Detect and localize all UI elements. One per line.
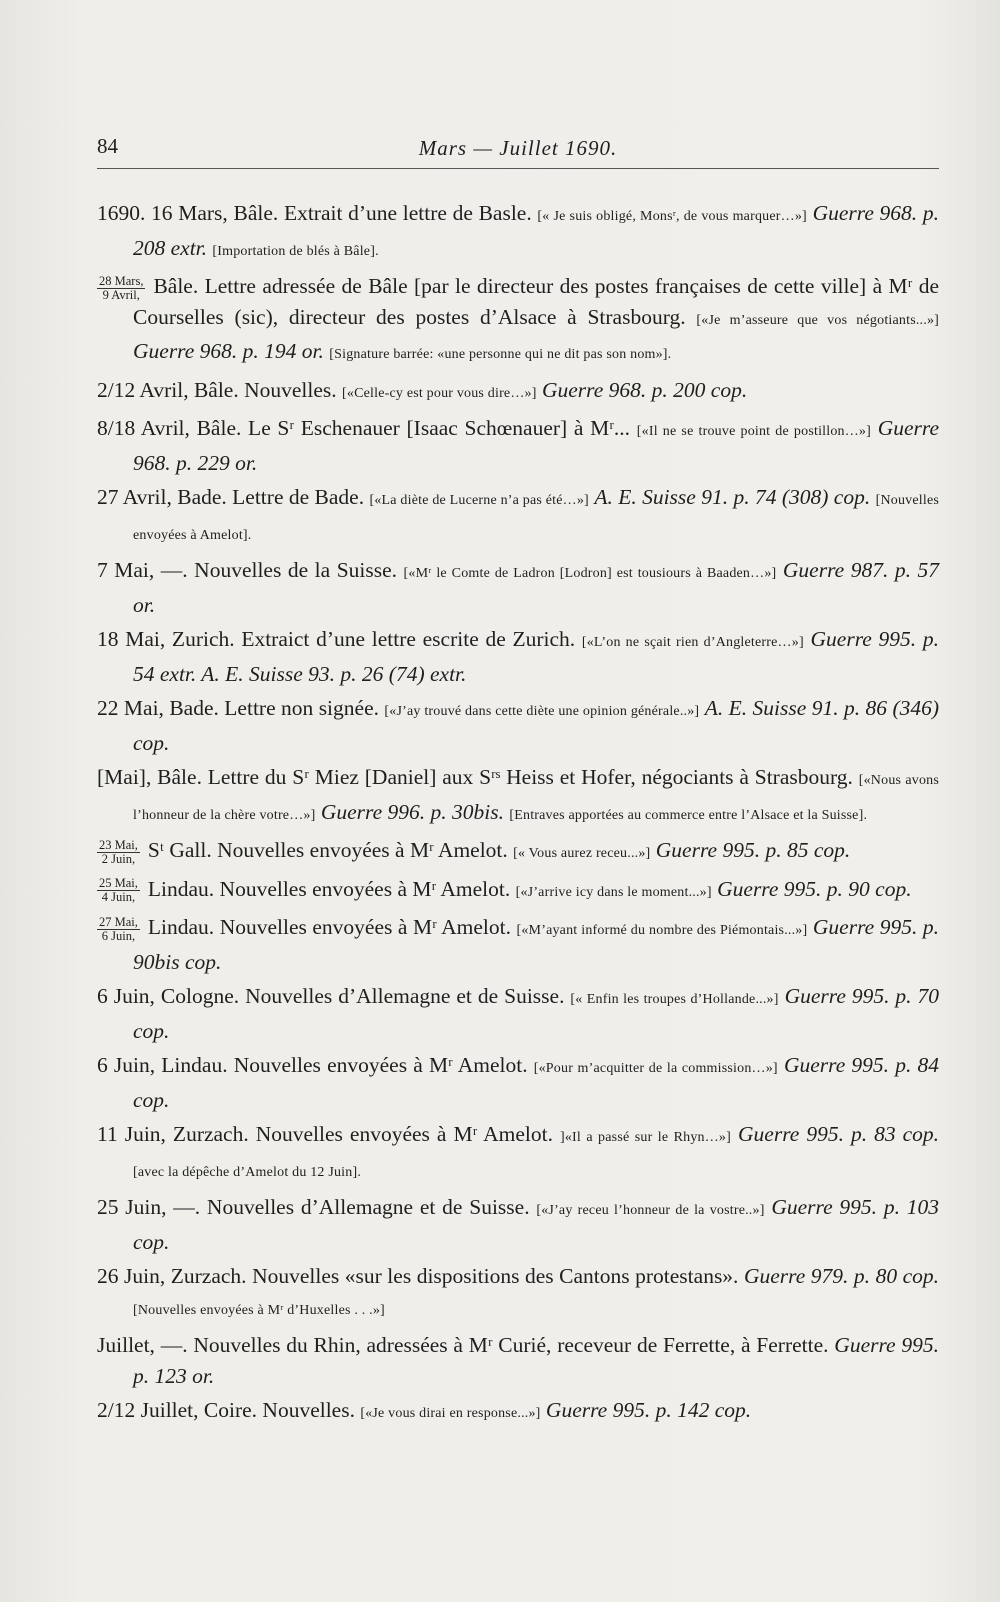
entry	[97, 1330, 939, 1391]
entry-quote: [«M’ayant informé du nombre des Piémontais...»]	[516, 923, 808, 939]
entry-quote: [«J’arrive icy dans le moment...»]	[515, 884, 712, 900]
double-date	[97, 839, 140, 866]
entry-lead: 26 Juin, Zurzach. Nouvelles «sur les dispositions des Cantons protestans».	[97, 1264, 739, 1289]
entry-lead: 1690. 16 Mars, Bâle. Extrait d’une lettre de Basle.	[97, 201, 532, 225]
entry-reference: Guerre 995. p. 90 cop.	[717, 876, 912, 901]
entry-quote: [« Vous aurez receu...»]	[513, 846, 651, 862]
entry-quote: [« Enfin les troupes d’Hollande...»]	[570, 992, 779, 1008]
date-new-style: 2 Juin,	[101, 851, 136, 866]
entry	[97, 555, 939, 620]
entry-reference: Guerre 995. p. 54 extr. A. E. Suisse 93. p. 26 (74) extr.	[133, 627, 940, 686]
entry-reference: Guerre 968. p. 229 or.	[133, 416, 940, 475]
entry-quote: [«La diète de Lucerne n’a pas été…»]	[369, 493, 589, 509]
entry-reference: Guerre 995. p. 85 cop.	[655, 838, 851, 863]
entry	[97, 1261, 939, 1326]
entry-reference: Guerre 968. p. 200 cop.	[541, 377, 748, 402]
entry	[97, 1192, 939, 1257]
entry-lead: 6 Juin, Lindau. Nouvelles envoyées à Mʳ Amelot.	[97, 1053, 528, 1078]
entry-lead: Lindau. Nouvelles envoyées à Mʳ Amelot.	[147, 876, 511, 901]
entry-quote: ]«Il a passé sur le Rhyn…»]	[559, 1130, 731, 1146]
entry-lead: 2/12 Avril, Bâle. Nouvelles.	[97, 377, 337, 402]
entry	[97, 912, 939, 977]
entry	[97, 693, 939, 758]
double-date	[97, 877, 140, 904]
entry	[97, 762, 939, 831]
entry	[97, 624, 939, 689]
entry-lead: Lindau. Nouvelles envoyées à Mʳ Amelot.	[147, 915, 511, 940]
double-date	[97, 275, 145, 302]
entry-lead: 22 Mai, Bade. Lettre non signée.	[97, 696, 379, 721]
entry-reference: Guerre 995. p. 70 cop.	[133, 984, 940, 1043]
date-old-style: 23 Mai,	[99, 837, 138, 852]
entry-reference: Guerre 995. p. 84 cop.	[133, 1053, 940, 1112]
entry	[97, 1050, 939, 1115]
entry	[97, 835, 939, 870]
entry-quote: [«L’on ne sçait rien d’Angleterre…»]	[581, 635, 804, 651]
entry-lead: 27 Avril, Bade. Lettre de Bade.	[97, 485, 365, 510]
entry-reference: Guerre 968. p. 194 or.	[133, 339, 324, 364]
entry	[97, 981, 939, 1046]
entry-quote: [« Je suis obligé, Monsʳ, de vous marquer…»]	[537, 209, 807, 224]
entry-reference: A. E. Suisse 91. p. 74 (308) cop.	[594, 485, 871, 510]
entry-reference: Guerre 995. p. 142 cop.	[545, 1398, 752, 1423]
entry	[97, 198, 939, 267]
entry-quote: [«Je m’asseure que vos négotiants...»]	[696, 312, 940, 328]
entry-lead: 18 Mai, Zurich. Extraict d’une lettre escrite de Zurich.	[97, 627, 576, 652]
entry-quote: [«Nous avons l’honneur de la chère votre…»]	[133, 773, 939, 823]
entry-lead: 8/18 Avril, Bâle. Le Sʳ Eschenauer [Isaac Schœnauer] à Mʳ...	[97, 416, 631, 441]
entry-note: [avec la dépêche d’Amelot du 12 Juin].	[133, 1164, 362, 1180]
page-number: 84	[97, 134, 118, 158]
entry-reference: Guerre 968. p. 208 extr.	[133, 201, 939, 260]
entry	[97, 1395, 939, 1430]
date-new-style: 9 Avril,	[102, 287, 140, 302]
entry-quote: [«Mʳ le Comte de Ladron [Lodron] est tousiours à Baaden…»]	[403, 566, 777, 582]
date-new-style: 4 Juin,	[101, 890, 136, 905]
entry-quote: [«Je vous dirai en response...»]	[360, 1406, 541, 1422]
entry-list	[97, 198, 939, 1434]
entry	[97, 874, 939, 909]
date-old-style: 27 Mai,	[99, 914, 138, 929]
date-new-style: 6 Juin,	[101, 928, 136, 943]
entry	[97, 1119, 939, 1188]
page-header	[97, 130, 939, 169]
entry-quote: [«Il ne se trouve point de postillon…»]	[636, 424, 871, 440]
entry-lead: 2/12 Juillet, Coire. Nouvelles.	[97, 1398, 355, 1423]
entry-lead: 11 Juin, Zurzach. Nouvelles envoyées à Mʳ Amelot.	[97, 1122, 553, 1147]
entry-reference: Guerre 995. p. 103 cop.	[133, 1195, 939, 1254]
entry-lead: Sᵗ Gall. Nouvelles envoyées à Mʳ Amelot.	[147, 838, 508, 863]
entry-quote: [«Pour m’acquitter de la commission…»]	[533, 1061, 778, 1077]
entry-reference: Guerre 995. p. 90bis cop.	[133, 915, 940, 974]
entry-lead: 7 Mai, —. Nouvelles de la Suisse.	[97, 558, 398, 583]
entry-quote: [«Celle-cy est pour vous dire…»]	[342, 385, 537, 401]
entry-reference: A. E. Suisse 91. p. 86 (346) cop.	[133, 696, 940, 755]
entry-reference: Guerre 987. p. 57 or.	[133, 558, 939, 617]
entry	[97, 482, 939, 551]
date-old-style: 28 Mars,	[99, 273, 144, 288]
entry	[97, 413, 939, 478]
entry-reference: Guerre 996. p. 30bis.	[320, 799, 504, 824]
running-title: Mars — Juillet 1690.	[418, 136, 618, 160]
date-old-style: 25 Mai,	[99, 876, 138, 891]
entry	[97, 271, 939, 371]
entry-lead: Juillet, —. Nouvelles du Rhin, adressées à Mʳ Curié, receveur de Ferrette, à Ferrette.	[97, 1333, 829, 1358]
entry-reference: Guerre 995. p. 83 cop.	[738, 1122, 940, 1147]
entry-lead: 25 Juin, —. Nouvelles d’Allemagne et de Suisse.	[97, 1195, 530, 1220]
entry	[97, 375, 939, 410]
entry-note: [Nouvelles envoyées à Amelot].	[133, 493, 940, 543]
entry-quote: [«J’ay trouvé dans cette diète une opinion générale..»]	[384, 704, 700, 720]
entry-note: [Signature barrée: «une personne qui ne dit pas son nom»].	[329, 347, 672, 363]
entry-note: [Importation de blés à Bâle].	[212, 243, 379, 259]
entry-lead: [Mai], Bâle. Lettre du Sʳ Miez [Daniel] aux Sʳˢ Heiss et Hofer, négociants à Strasbourg.	[97, 765, 853, 790]
entry-lead: Bâle. Lettre adressée de Bâle [par le directeur des postes françaises de cette ville] à Mʳ de Courselles (sic), directeur des postes d’Alsace à Strasbourg.	[133, 274, 939, 329]
entry-quote: [«J’ay receu l’honneur de la vostre..»]	[536, 1203, 765, 1219]
entry-note: [Entraves apportées au commerce entre l’Alsace et la Suisse].	[509, 807, 868, 823]
entry-reference: Guerre 979. p. 80 cop.	[743, 1264, 940, 1289]
entry-reference: Guerre 995. p. 123 or.	[133, 1333, 939, 1388]
entry-note: [Nouvelles envoyées à Mʳ d’Huxelles . . .»]	[133, 1302, 385, 1318]
double-date	[97, 916, 140, 943]
entry-lead: 6 Juin, Cologne. Nouvelles d’Allemagne et de Suisse.	[97, 984, 565, 1009]
